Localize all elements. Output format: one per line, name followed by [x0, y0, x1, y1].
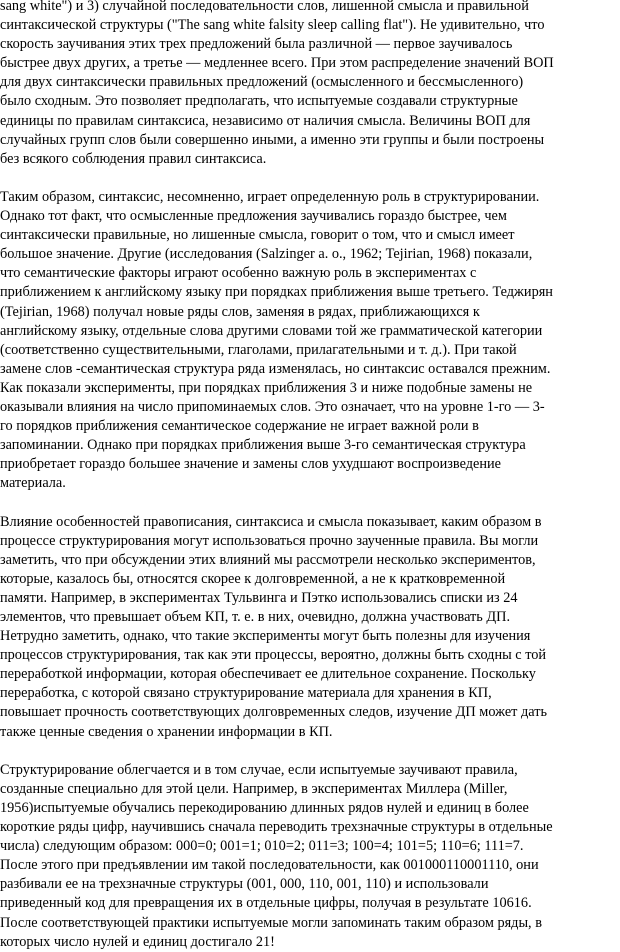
- text-line: 1956)испытуемые обучались перекодированию длинных рядов нулей и единиц в более: [0, 799, 529, 816]
- text-line: процессов структурирования, так как эти процессы, вероятно, должны быть сходны с той: [0, 647, 547, 664]
- text-line: для двух синтаксически правильных предложений (осмысленного и бессмысленного): [0, 74, 524, 91]
- text-line: английскому языку, отдельные слова другими словами той же грамматической категории: [0, 322, 543, 339]
- text-line: также ценные сведения о хранении информации в КП.: [0, 723, 333, 740]
- text-line: разбивали ее на трехзначные структуры (001, 000, 110, 001, 110) и использовали: [0, 876, 489, 893]
- text-line: переработка, с которой связано структурирование материала для хранения в КП,: [0, 685, 492, 702]
- text-line: было сходным. Это позволяет предполагать, что испытуемые создавали структурные: [0, 93, 518, 110]
- text-line: синтаксически правильные, но лишенные смысла, говорит о том, что и смысл имеет: [0, 227, 515, 244]
- text-line: приобретает гораздо большее значение и замены слов ухудшают воспроизведение: [0, 456, 502, 473]
- text-line: короткие ряды цифр, научившись сначала переводить трехзначные структуры в отдельные: [0, 819, 553, 836]
- text-line: Как показали эксперименты, при порядках приближения 3 и ниже подобные замены не: [0, 379, 533, 396]
- paragraph-2: [0, 188, 618, 494]
- text-line: которые, казалось бы, относятся скорее к долговременной, а не к кратковременной: [0, 570, 506, 587]
- text-line: материала.: [0, 475, 66, 492]
- text-line: скорость заучивания этих трех предложений была различной — первое заучивалось: [0, 36, 513, 53]
- text-line: заметить, что при обсуждении этих влияний мы рассмотрели несколько экспериментов,: [0, 551, 536, 568]
- text-line: После этого при предъявлении им такой последовательности, как 001000110001110, они: [0, 857, 539, 874]
- text-line: быстрее двух других, а третье — медленнее всего. При этом распределение значений ВОП: [0, 55, 554, 72]
- text-line: памяти. Например, в экспериментах Тульвинга и Пэтко использовались списки из 24: [0, 589, 518, 606]
- text-line: Структурирование облегчается и в том случае, если испытуемые заучивают правила,: [0, 761, 518, 778]
- text-line: го порядков приближения семантическое содержание не играет важной роли в: [0, 418, 479, 435]
- text-line: оказывали влияния на число припоминаемых слов. Это означает, что на уровне 1-го — 3-: [0, 398, 545, 415]
- text-line: Однако тот факт, что осмысленные предложения заучивались гораздо быстрее, чем: [0, 208, 507, 225]
- text-line: После соответствующей практики испытуемые могли запоминать таким образом ряды, в: [0, 914, 542, 931]
- text-line: (Tejirian, 1968) получал новые ряды слов, заменяя в рядах, приближающихся к: [0, 303, 480, 320]
- text-line: созданные специально для этой цели. Например, в экспериментах Миллера (Miller,: [0, 780, 508, 797]
- text-line: элементов, что превышает объем КП, т. е. в них, очевидно, должна участвовать ДП.: [0, 609, 511, 625]
- paragraph-3: [0, 513, 618, 742]
- text-line: что семантические факторы играют особенно важную роль в экспериментах с: [0, 265, 477, 282]
- text-line: которых число нулей и единиц достигало 21!: [0, 933, 275, 950]
- text-line: sang white") и 3) случайной последовательности слов, лишенной смысла и правильной: [0, 0, 529, 14]
- text-line: переработкой информации, которая обеспечивает ее длительное сохранение. Поскольку: [0, 666, 536, 683]
- text-line: Нетрудно заметить, однако, что такие эксперименты могут быть полезны для изучения: [0, 628, 531, 645]
- paragraph-4: [0, 761, 618, 952]
- text-line: (соответственно существительными, глаголами, прилагательными и т. д.). При такой: [0, 341, 517, 358]
- text-line: приближением к английскому языку при порядках приближения выше третьего. Теджирян: [0, 284, 553, 301]
- text-line: процессе структурирования могут использоваться прочно заученные правила. Вы могли: [0, 532, 539, 549]
- text-line: числа) следующим образом: 000=0; 001=1; 010=2; 011=3; 100=4; 101=5; 110=6; 111=7.: [0, 838, 524, 855]
- text-line: приведенный код для превращения их в отдельные цифры, получая в результате 10616.: [0, 895, 532, 912]
- text-line: Влияние особенностей правописания, синтаксиса и смысла показывает, каким образом в: [0, 513, 542, 530]
- paragraph-1: [0, 0, 618, 169]
- text-line: без всякого соблюдения правил синтаксиса.: [0, 150, 267, 167]
- text-line: Таким образом, синтаксис, несомненно, играет определенную роль в структурировании.: [0, 188, 540, 205]
- text-line: случайных групп слов были совершенно иными, а именно эти группы и были построены: [0, 131, 545, 148]
- text-line: повышает прочность соответствующих долговременных следов, изучение ДП может дать: [0, 704, 548, 721]
- text-line: синтаксической структуры ("The sang white falsity sleep calling flat"). Не удивительно, что: [0, 17, 545, 34]
- text-line: единицы по правилам синтаксиса, независимо от наличия смысла. Величины ВОП для: [0, 112, 531, 129]
- text-line: запоминании. Однако при порядках приближения выше 3-го семантическая структура: [0, 437, 526, 454]
- text-line: замене слов -семантическая структура ряда изменялась, но синтаксис оставался прежним.: [0, 360, 551, 377]
- text-line: большое значение. Другие (исследования (Salzinger a. o., 1962; Tejirian, 1968) показали,: [0, 246, 533, 263]
